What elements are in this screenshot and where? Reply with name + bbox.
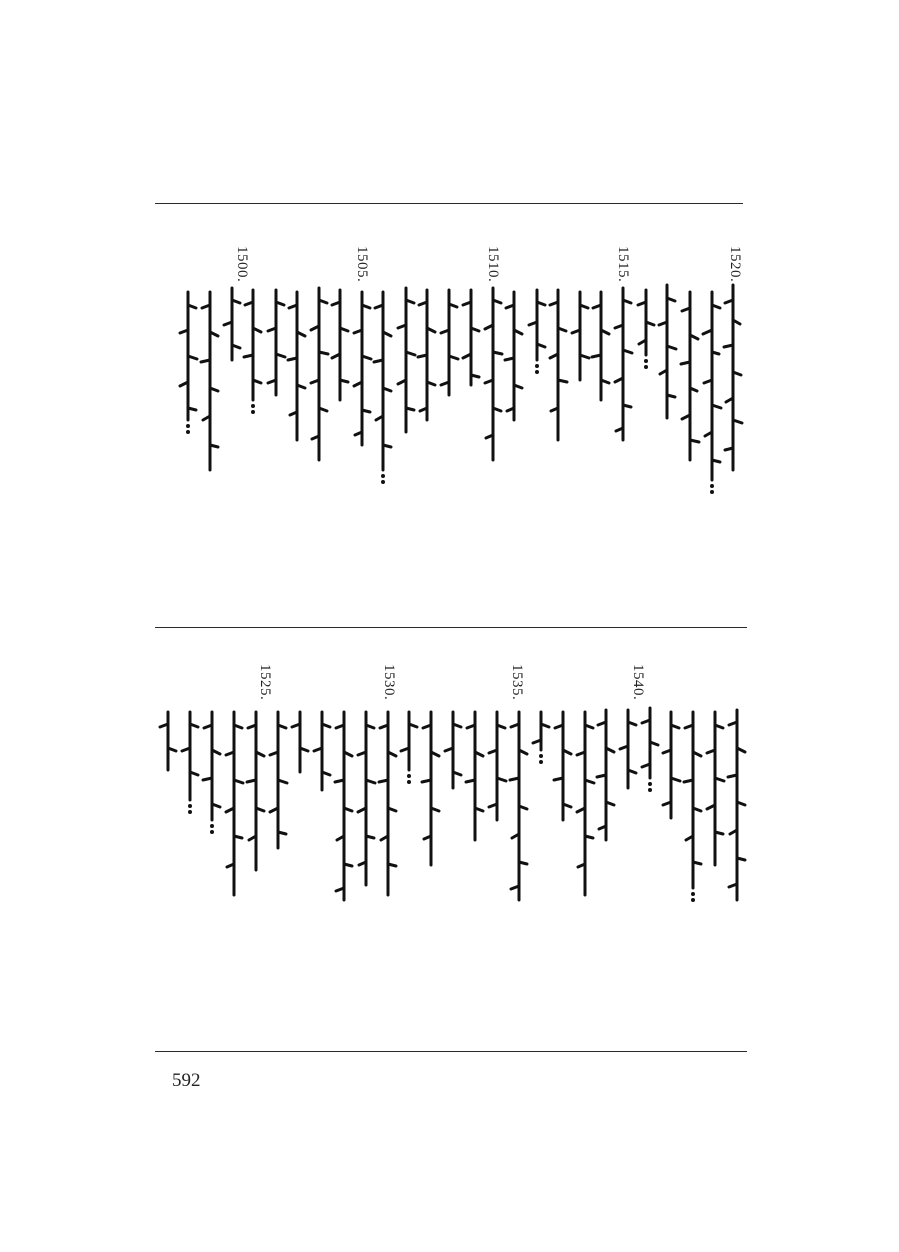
bottom-rule: [155, 1051, 747, 1052]
line-number-1500: 1500.: [234, 246, 250, 283]
page-number: 592: [172, 1070, 201, 1091]
line-number-1505: 1505.: [354, 246, 370, 283]
line-number-1525: 1525.: [257, 664, 273, 701]
line-number-1535: 1535.: [509, 664, 525, 701]
line-number-1530: 1530.: [381, 664, 397, 701]
line-number-1520: 1520.: [727, 246, 743, 283]
line-number-1540: 1540.: [630, 664, 646, 701]
line-number-1515: 1515.: [615, 246, 631, 283]
line-number-1510: 1510.: [485, 246, 501, 283]
